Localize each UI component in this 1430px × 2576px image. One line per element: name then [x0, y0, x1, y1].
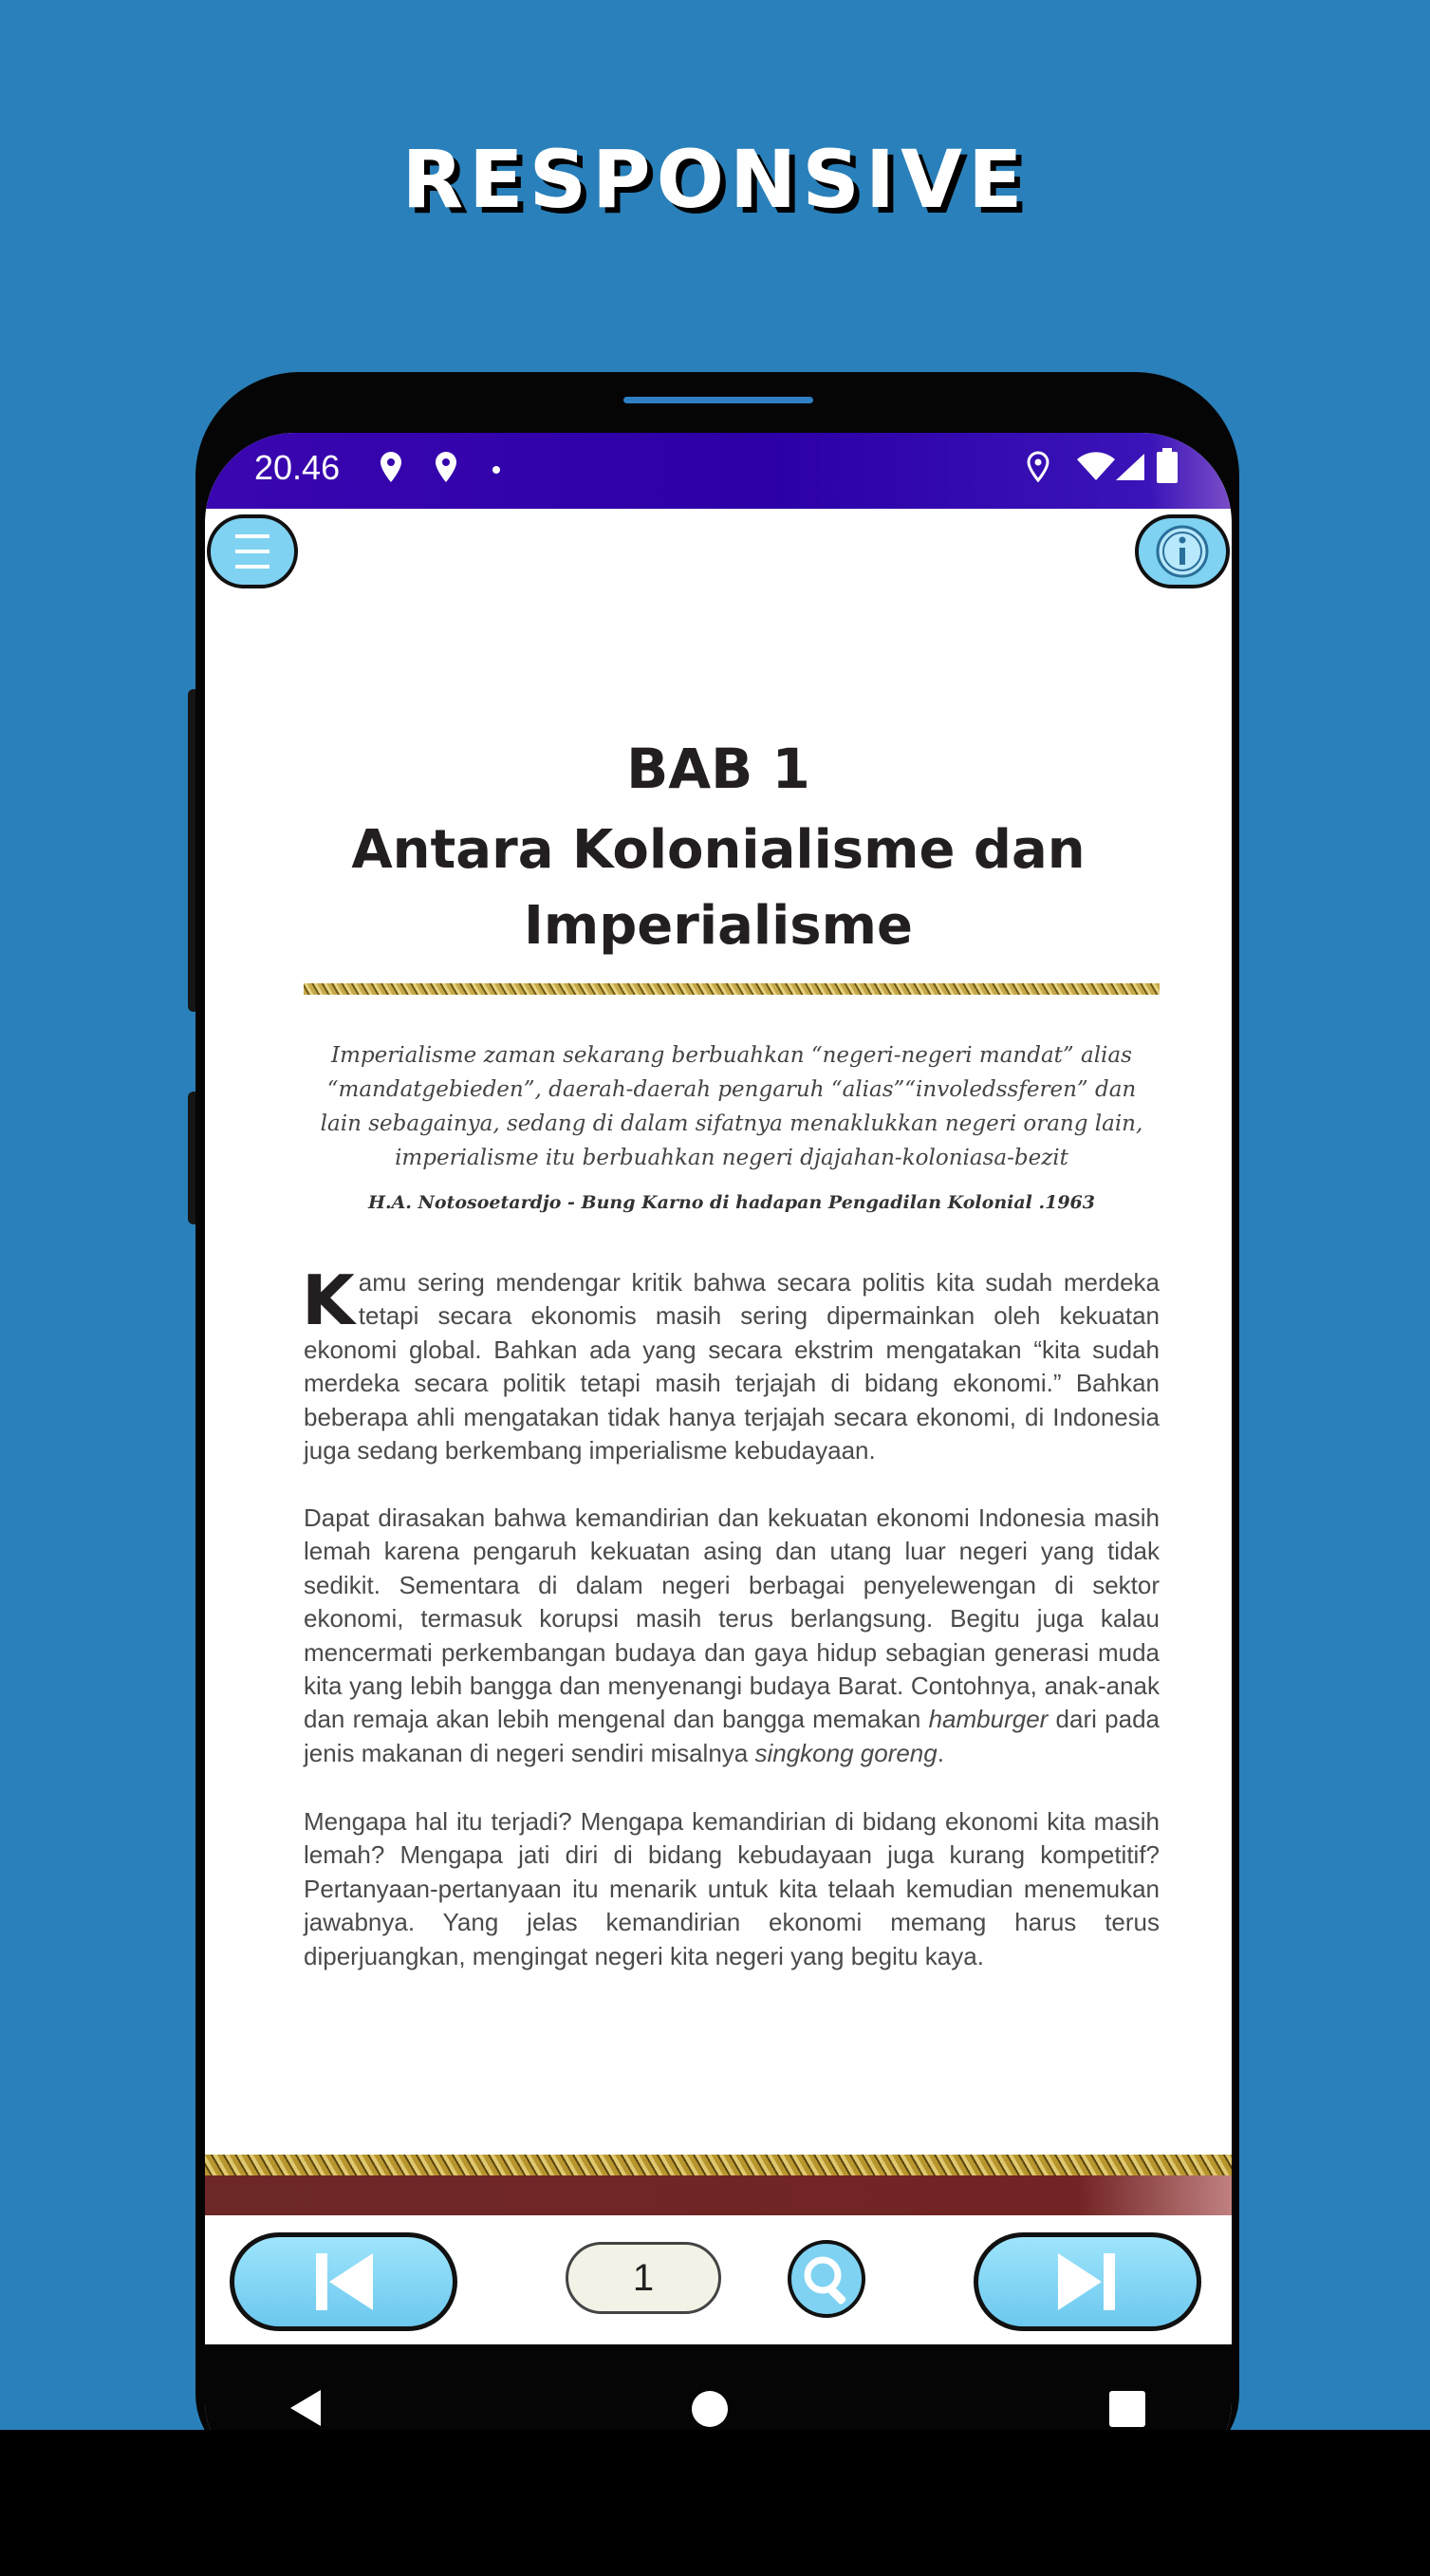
next-page-button[interactable]: [974, 2232, 1201, 2331]
paragraph-1: [302, 1260, 1160, 1467]
footer-maroon-band: [205, 2175, 1232, 2215]
search-icon: [791, 2244, 862, 2314]
headline: RESPONSIVE: [401, 133, 1029, 226]
chapter-title: [205, 812, 1232, 964]
epigraph-quote: Imperialisme zaman sekarang berbuahkan “negeri-negeri mandat” alias “mandatgebieden”, daerah-daerah pengaruh “alias”“involedssferen” dan lain sebagainya, sedang di dalam sifatnya menaklukkan negeri orang lain, imperialisme itu berbuahkan negeri djajahan-koloniasa-bezit: [320, 1043, 1143, 1170]
info-icon: [1139, 518, 1226, 585]
chapter-title-line2: Imperialisme: [524, 895, 913, 957]
epigraph-author: H.A. Notosoetardjo - Bung Karno di hadapan Pengadilan Kolonial .1963: [368, 1192, 1095, 1213]
signal-icon: [1114, 452, 1146, 482]
location-icon: [378, 450, 404, 484]
chapter-number: BAB 1: [626, 737, 810, 801]
menu-button[interactable]: [207, 514, 298, 588]
battery-icon: [1156, 448, 1179, 484]
previous-page-button[interactable]: [230, 2232, 457, 2331]
location-outline-icon: [1025, 450, 1051, 484]
chapter-title-line1: Antara Kolonialisme dan: [351, 819, 1086, 881]
status-bar: [205, 433, 1232, 509]
book-page: [205, 509, 1232, 2217]
paragraph-2-italic-2: singkong goreng: [754, 1738, 938, 1767]
drop-cap: K: [302, 1260, 355, 1340]
reader-navigation: [205, 2215, 1232, 2344]
phone-screen: [205, 433, 1232, 2470]
info-button[interactable]: [1135, 514, 1230, 588]
dot-icon: [492, 465, 501, 475]
phone-frame: [195, 372, 1239, 2470]
paragraph-1-text: amu sering mendengar kritik bahwa secara politis kita sudah merdeka tetapi secara ekonomis masih sering dipermainkan oleh kekuatan ekonomi global. Bahkan ada yang secara ekstrim mengatakan “kita sudah merdeka secara politik tetapi masih terjajah di bidang ekonomi.” Bahkan beberapa ahli mengatakan tidak hanya terjajah secara ekonomi, di Indonesia juga sedang berkembang imperialisme kebudayaan.: [304, 1268, 1160, 1465]
recents-square-icon[interactable]: [1108, 2390, 1146, 2428]
back-triangle-icon[interactable]: [287, 2388, 325, 2428]
location-icon: [433, 450, 459, 484]
paragraph-2-text: Dapat dirasakan bahwa kemandirian dan kekuatan ekonomi Indonesia masih lemah karena pengaruh kekuatan asing dan utang luar negeri yang tidak sedikit. Sementara di dalam negeri berbagai penyelewengan di sektor ekonomi, termasuk korupsi masih terus berlangsung. Begitu juga kalau mencermati perkembangan budaya dan gaya hidup sebagian generasi muda kita yang lebih bangga dan menyenangi budaya Barat. Contohnya, anak-anak dan remaja akan lebih mengenal dan bangga memakan: [304, 1503, 1160, 1734]
paragraph-2-italic-1: hamburger: [928, 1705, 1049, 1734]
bottom-band: [0, 2430, 1430, 2576]
footer-gold-band: [205, 2155, 1232, 2175]
skip-previous-icon: [234, 2237, 453, 2326]
status-time: 20.46: [254, 448, 341, 487]
home-circle-icon[interactable]: [691, 2390, 729, 2428]
search-button[interactable]: [788, 2240, 865, 2318]
wifi-icon: [1076, 452, 1116, 482]
paragraph-3: Mengapa hal itu terjadi? Mengapa kemandirian di bidang ekonomi kita masih lemah? Mengapa jati diri di bidang kebudayaan juga kurang kompetitif? Pertanyaan-pertanyaan itu menarik untuk kita telaah kemudian menemukan jawabnya. Yang jelas kemandirian ekonomi memang harus terus diperjuangkan, mengingat negeri kita negeri yang begitu kaya.: [304, 1807, 1160, 1970]
page-number-field[interactable]: 1: [566, 2242, 721, 2314]
title-divider: [304, 983, 1160, 995]
paragraph-2: [304, 1502, 1160, 1770]
paragraph-2-end: .: [937, 1738, 944, 1767]
menu-icon: [211, 518, 294, 585]
phone-speaker: [623, 397, 813, 403]
paragraph-2-mid: dari pada jenis makanan di negeri sendiri misalnya: [304, 1705, 1160, 1767]
skip-next-icon: [978, 2237, 1197, 2326]
